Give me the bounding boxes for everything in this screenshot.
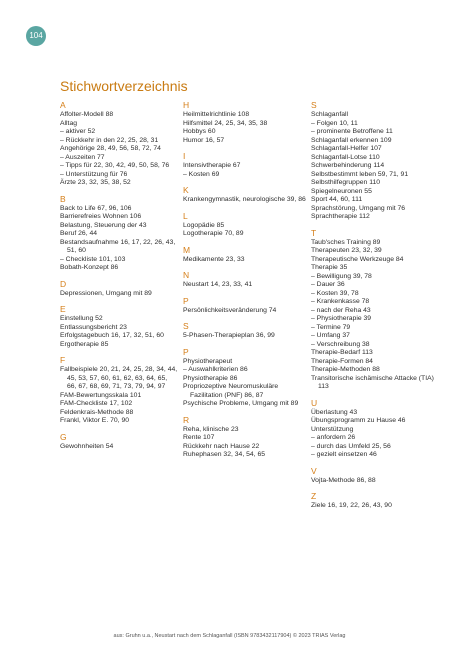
index-entry: – Auszeiten 77 — [60, 153, 105, 161]
index-entry: – aktiver 52 — [60, 128, 96, 135]
index-entry: Heilmittelrichtlinie 108 — [183, 111, 250, 118]
index-entry: – Krankenkasse 78 — [311, 298, 370, 305]
index-entry: Schlaganfall — [311, 111, 349, 118]
index-entry: Affolter-Modell 88 — [60, 111, 114, 118]
index-entry: – Umfang 37 — [311, 332, 350, 339]
index-section-p — [183, 347, 306, 409]
section-letter: H — [183, 100, 190, 110]
section-letter: B — [60, 193, 66, 204]
index-entry: Sport 44, 60, 111 — [311, 196, 363, 203]
page-number-badge: 104 — [26, 26, 46, 46]
index-entry: Persönlichkeitsveränderung 74 — [183, 306, 277, 314]
index-section-n — [183, 270, 306, 290]
index-entry: – Unterstützung für 76 — [60, 170, 128, 178]
section-letter: G — [60, 431, 67, 442]
section-letter: D — [60, 278, 67, 289]
index-section-k — [183, 185, 306, 205]
index-entry: Schlaganfall-Lotse 110 — [311, 153, 380, 161]
index-section-u — [311, 398, 439, 460]
index-entry: Krankengymnastik, neurologische 39, 86 — [183, 196, 306, 203]
index-entry: Taub'sches Training 89 — [311, 238, 381, 246]
index-entry: – Dauer 36 — [311, 281, 345, 288]
index-entry: Logopädie 85 — [183, 221, 225, 229]
index-entry: Angehörige 28, 49, 56, 58, 72, 74 — [60, 145, 161, 152]
index-entry: – Kosten 69 — [183, 170, 220, 178]
page-title: Stichwortverzeichnis — [60, 78, 188, 94]
index-entry: Bestandsaufnahme 16, 17, 22, 26, 43, 51, 60 — [60, 238, 176, 254]
index-entry: Ärzte 23, 32, 35, 38, 52 — [60, 179, 131, 186]
index-section-p — [183, 296, 306, 316]
index-entry: Intensivtherapie 67 — [183, 162, 241, 169]
section-letter: V — [311, 465, 317, 476]
index-entry: Sprachtherapie 112 — [311, 213, 370, 220]
index-entry: Therapie 35 — [311, 264, 348, 271]
section-letter: S — [183, 321, 189, 331]
index-entry: Logotherapie 70, 89 — [183, 230, 244, 237]
section-letter: P — [183, 295, 189, 306]
section-letter: T — [311, 227, 317, 238]
index-entry: Medikamente 23, 33 — [183, 255, 245, 263]
index-entry: – Physiotherapie 39 — [311, 315, 372, 322]
index-entry: Selbstbestimmt leben 59, 71, 91 — [311, 170, 409, 178]
index-entry: Entlassungsbericht 23 — [60, 323, 127, 331]
index-entry: Erfolgstagebuch 16, 17, 32, 51, 60 — [60, 332, 164, 339]
section-letter: E — [60, 304, 66, 314]
index-section-m — [183, 245, 306, 265]
section-letter: S — [311, 100, 317, 110]
index-entry: Überlastung 43 — [311, 408, 358, 416]
index-entry: Back to Life 67, 96, 106 — [60, 204, 132, 212]
index-entry: Neustart 14, 23, 33, 41 — [183, 281, 253, 288]
index-entry: Depressionen, Umgang mit 89 — [60, 289, 152, 297]
index-entry: Gewohnheiten 54 — [60, 442, 114, 450]
index-entry: – nach der Reha 43 — [311, 306, 371, 314]
index-section-i — [183, 151, 306, 179]
index-entry: Transitorische ischämische Attacke (TIA) 113 — [311, 374, 434, 390]
index-entry: Feldenkrais-Methode 88 — [60, 408, 134, 416]
index-entry: Physiotherapie 86 — [183, 374, 238, 382]
index-entry: – anfordern 26 — [311, 434, 356, 441]
index-section-s — [311, 100, 439, 222]
index-entry: – Checkliste 101, 103 — [60, 255, 126, 263]
index-column-1 — [60, 100, 178, 457]
index-column-3 — [311, 100, 439, 517]
index-entry: Humor 16, 57 — [183, 136, 225, 144]
index-entry: Schlaganfall-Helfer 107 — [311, 145, 382, 152]
index-entry: – gezielt einsetzen 46 — [311, 451, 377, 458]
index-entry: Propriozeptive Neuromuskuläre Fazilitation (PNF) 86, 87 — [183, 383, 279, 399]
index-section-t — [311, 228, 439, 392]
section-letter: R — [183, 414, 190, 425]
section-letter: L — [183, 210, 188, 221]
index-entry: – Rückkehr in den 22, 25, 28, 31 — [60, 136, 159, 144]
index-section-r — [183, 415, 306, 460]
section-letter: K — [183, 185, 189, 195]
section-letter: I — [183, 151, 186, 161]
index-entry: Barrierefreies Wohnen 106 — [60, 213, 142, 220]
index-section-b — [60, 194, 178, 273]
index-section-l — [183, 211, 306, 239]
index-entry: – Bewilligung 39, 78 — [311, 272, 372, 280]
index-entry: Ergotherapie 85 — [60, 340, 109, 348]
index-entry: – prominente Betroffene 11 — [311, 128, 393, 135]
index-entry: Alltag — [60, 119, 78, 127]
index-entry: Rückkehr nach Hause 22 — [183, 442, 260, 450]
index-column-2 — [183, 100, 306, 466]
index-entry: FAM-Bewertungsskala 101 — [60, 391, 142, 399]
index-entry: – Verschreibung 38 — [311, 340, 370, 348]
index-entry: – Auswahlkriterien 86 — [183, 366, 248, 373]
index-entry: Psychische Probleme, Umgang mit 89 — [183, 400, 299, 407]
index-entry: Reha, klinische 23 — [183, 425, 239, 433]
section-letter: P — [183, 346, 189, 357]
index-entry: Bobath-Konzept 86 — [60, 264, 119, 271]
index-entry: – durch das Umfeld 25, 56 — [311, 442, 391, 450]
section-letter: N — [183, 270, 190, 280]
index-entry: Fallbeispiele 20, 21, 24, 25, 28, 34, 44, 45, 53, 57, 60, 61, 62, 63, 64, 65, 66, 67, 68, 69, 71, 73, 79, 94, 97 — [60, 366, 178, 390]
section-letter: F — [60, 355, 66, 365]
index-entry: Beruf 26, 44 — [60, 230, 98, 237]
index-section-g — [60, 432, 178, 452]
index-entry: Therapie-Methoden 88 — [311, 366, 380, 373]
index-entry: Therapie-Formen 84 — [311, 357, 373, 365]
index-entry: Ruhephasen 32, 34, 54, 65 — [183, 451, 266, 458]
index-entry: Frankl, Viktor E. 70, 90 — [60, 417, 130, 424]
index-entry: 5-Phasen-Therapieplan 36, 99 — [183, 332, 275, 339]
index-section-f — [60, 355, 178, 426]
index-section-a — [60, 100, 178, 188]
index-entry: – Termine 79 — [311, 323, 351, 331]
section-letter: U — [311, 397, 318, 408]
index-entry: Übungsprogramm zu Hause 46 — [311, 417, 406, 424]
index-entry: – Kosten 39, 78 — [311, 289, 359, 297]
index-section-v — [311, 466, 439, 486]
index-section-h — [183, 100, 306, 145]
index-entry: Belastung, Steuerung der 43 — [60, 221, 147, 229]
copyright-footer: aus: Gruhn u.a., Neustart nach dem Schlaganfall (ISBN 9783432117904) © 2023 TRIAS Verlag — [113, 633, 346, 639]
index-entry: – Tipps für 22, 30, 42, 49, 50, 58, 76 — [60, 162, 170, 169]
index-entry: Therapeutische Werkzeuge 84 — [311, 255, 404, 263]
index-entry: Vojta-Methode 86, 88 — [311, 476, 376, 484]
index-section-z — [311, 491, 439, 511]
index-section-s — [183, 321, 306, 341]
index-entry: Sprachstörung, Umgang mit 76 — [311, 204, 406, 212]
index-entry: Selbsthilfegruppen 110 — [311, 179, 381, 186]
section-letter: M — [183, 244, 191, 255]
index-entry: Einstellung 52 — [60, 315, 103, 322]
index-entry: Therapeuten 23, 32, 39 — [311, 247, 382, 254]
index-entry: Physiotherapeut — [183, 357, 233, 365]
index-entry: Schwerbehinderung 114 — [311, 162, 385, 169]
index-entry: Hilfsmittel 24, 25, 34, 35, 38 — [183, 119, 268, 127]
index-entry: Rente 107 — [183, 434, 215, 441]
index-entry: Therapie-Bedarf 113 — [311, 349, 373, 356]
index-entry: Spiegelneuronen 55 — [311, 187, 372, 195]
index-entry: Hobbys 60 — [183, 128, 216, 135]
index-entry: – Folgen 10, 11 — [311, 119, 358, 127]
section-letter: A — [60, 100, 66, 110]
index-entry: Unterstützung — [311, 425, 354, 433]
index-entry: Schlaganfall erkennen 109 — [311, 136, 392, 144]
index-section-d — [60, 279, 178, 299]
index-entry: Ziele 16, 19, 22, 26, 43, 90 — [311, 502, 392, 509]
index-section-e — [60, 304, 178, 349]
index-entry: FAM-Checkliste 17, 102 — [60, 400, 133, 407]
section-letter: Z — [311, 491, 317, 501]
